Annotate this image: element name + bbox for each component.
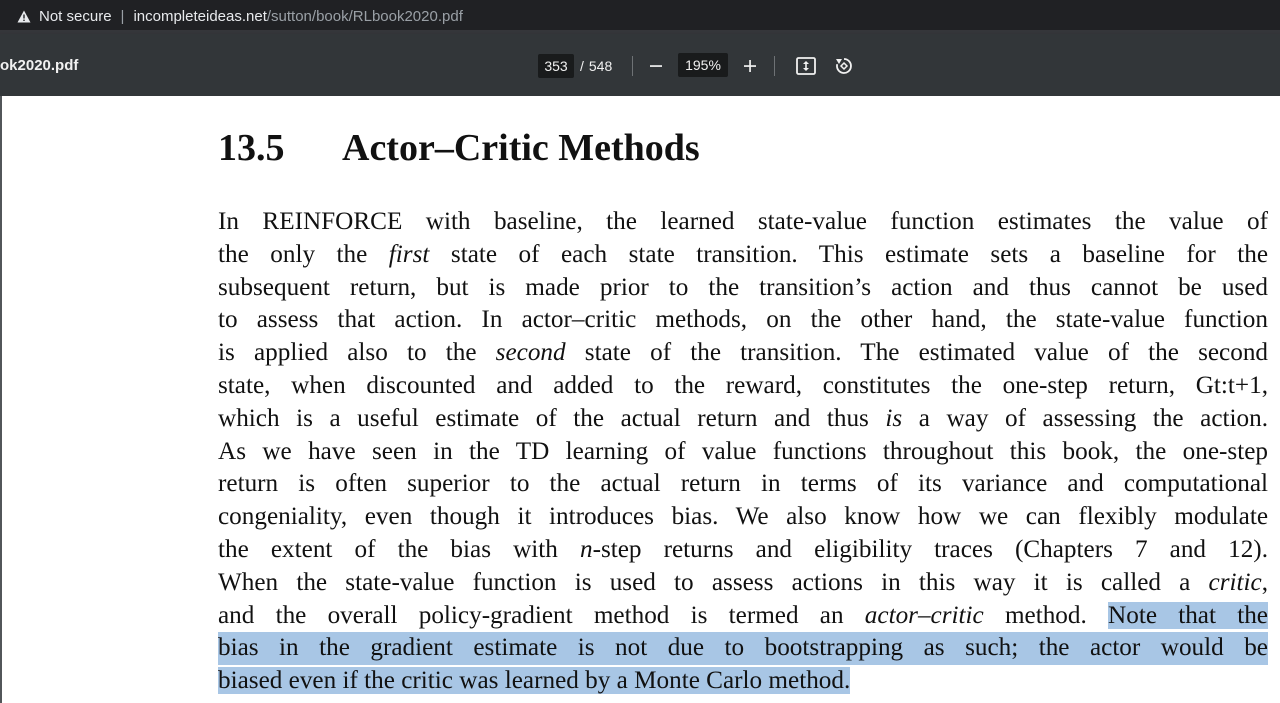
fit-page-button[interactable] [792, 52, 820, 80]
text-line: state, when discounted and added to the reward, constitutes the one-step return, Gt:t+1, [218, 371, 1268, 399]
highlighted-text-line-last [218, 665, 1268, 698]
url-host[interactable]: incompleteideas.net [133, 7, 267, 25]
highlight: biased even if the critic was learned by a Monte Carlo method. [218, 667, 851, 695]
zoom-out-icon [649, 59, 663, 73]
page-number-input[interactable] [538, 54, 574, 78]
text-line: the extent of the bias with n-step returns and eligibility traces (Chapters 7 and 12). [218, 535, 1268, 563]
zoom-in-button[interactable] [736, 52, 764, 80]
address-separator: | [120, 7, 125, 25]
page-selector [538, 53, 612, 79]
rotate-button[interactable] [830, 52, 858, 80]
section-heading [218, 126, 700, 170]
toolbar-divider [632, 56, 633, 76]
text-line: which is a useful estimate of the actual return and thus is a way of assessing the action. [218, 404, 1268, 432]
body-paragraph [218, 206, 1268, 698]
pdf-page[interactable] [2, 96, 1280, 703]
url-path[interactable]: /sutton/book/RLbook2020.pdf [266, 7, 463, 25]
text-line: return is often superior to the actual return in terms of its variance and computational [218, 470, 1268, 498]
page-separator: / [580, 58, 584, 74]
zoom-input[interactable] [678, 53, 728, 77]
warning-triangle-icon[interactable] [14, 6, 34, 26]
security-label[interactable]: Not secure [39, 7, 112, 25]
text-line: congeniality, even though it introduces bias. We also know how we can flexibly modulate [218, 503, 1268, 531]
fit-page-icon [796, 57, 816, 75]
text-line: As we have seen in the TD learning of value functions throughout this book, the one-step [218, 437, 1268, 465]
highlight: Note that the [1108, 601, 1268, 629]
section-title: Actor–Critic Methods [342, 127, 700, 169]
text-line: is applied also to the second state of the transition. The estimated value of the second [218, 339, 1269, 367]
highlighted-text-line: bias in the gradient estimate is not due to bootstrapping as such; the actor would be [218, 632, 1268, 665]
zoom-out-button[interactable] [642, 52, 670, 80]
rotate-icon [834, 56, 854, 76]
zoom-in-icon [743, 59, 757, 73]
text-line: When the state-value function is used to assess actions in this way it is called a critic, [218, 568, 1268, 596]
text-line: the only the first state of each state transition. This estimate sets a baseline for the [218, 240, 1268, 268]
text-line-partial-highlight: and the overall policy-gradient method is termed an actor–critic method. Note that the [218, 601, 1268, 629]
pdf-toolbar [0, 34, 1280, 96]
section-number: 13.5 [218, 127, 285, 169]
address-bar[interactable] [0, 0, 1280, 32]
text-line: In REINFORCE with baseline, the learned state-value function estimates the value of [218, 208, 1268, 235]
page-total: 548 [588, 58, 613, 74]
toolbar-divider [774, 56, 775, 76]
text-line: to assess that action. In actor–critic methods, on the other hand, the state-value function [218, 306, 1268, 334]
file-title: ok2020.pdf [0, 57, 79, 74]
text-line: subsequent return, but is made prior to the transition’s action and thus cannot be used [218, 273, 1268, 301]
pdf-viewer[interactable] [0, 96, 1280, 703]
